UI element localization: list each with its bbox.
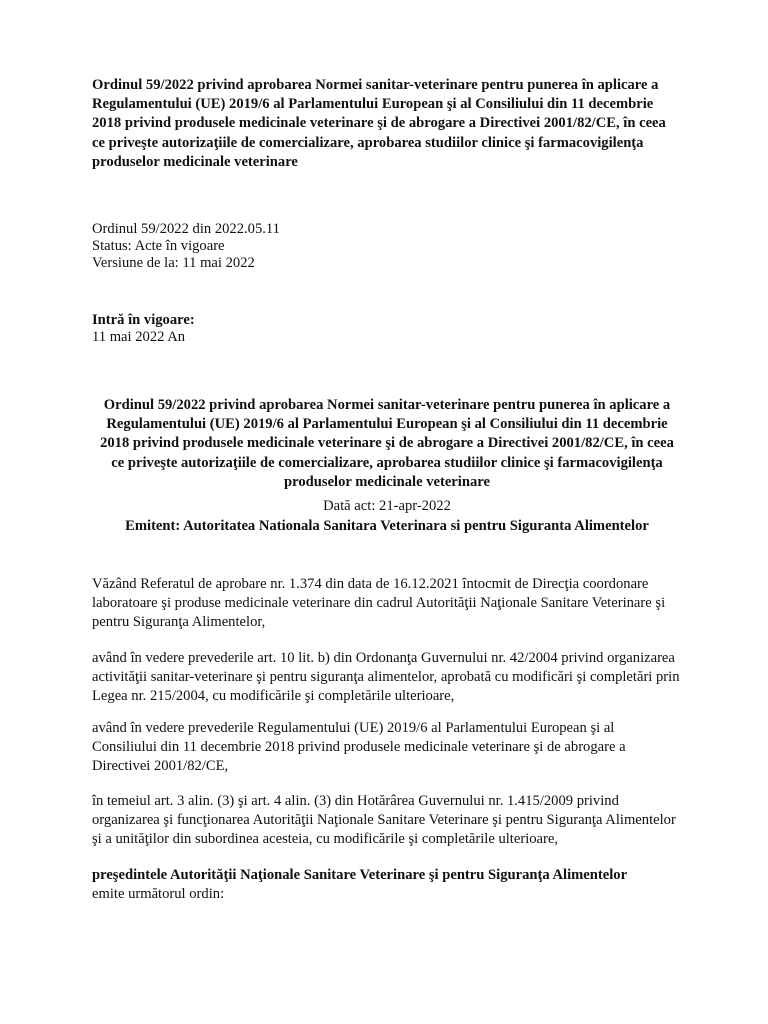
status-line: Status: Acte în vigoare bbox=[92, 238, 225, 254]
preamble-paragraph-ordonanta: având în vedere prevederile art. 10 lit. b) din Ordonanţa Guvernului nr. 42/2004 privind organizarea activităţii sanitar-veterinare şi pentru siguranţa alimentelor, aprobată cu modificări şi completări prin Legea nr. 215/2004, cu modificările şi completările ulterioare, bbox=[92, 650, 680, 705]
in-force-label: Intră în vigoare: bbox=[92, 312, 195, 328]
act-title-centered: Ordinul 59/2022 privind aprobarea Normei sanitar-veterinare pentru punerea în aplicare a Regulamentului (UE) 2019/6 al Parlamentului European şi al Consiliului din 11 decembrie 2018 privind produsele medicinale veterinare şi de abrogare a Directivei 2001/82/CE, în ceea ce priveşte autorizaţiile de comercializare, aprobarea studiilor clinice şi farmacovigilenţa produselor medicinale veterinare bbox=[100, 397, 674, 490]
preamble-paragraph-hotarare: în temeiul art. 3 alin. (3) şi art. 4 alin. (3) din Hotărârea Guvernului nr. 1.415/2009 privind organizarea şi funcţionarea Autorităţii Naţionale Sanitare Veterinare şi pentru Siguranţa Alimentelor şi a unităţilor din subordinea acesteia, cu modificările şi completările ulterioare, bbox=[92, 793, 676, 848]
preamble-paragraph-referat: Văzând Referatul de aprobare nr. 1.374 din data de 16.12.2021 întocmit de Direcţia coordonare laboratoare şi produse medicinale veterinare din cadrul Autorităţii Naţionale Sanitare Veterinare şi pentru Siguranţa Alimentelor, bbox=[92, 576, 666, 631]
document-meta bbox=[92, 221, 682, 272]
preamble-paragraph-regulament: având în vedere prevederile Regulamentului (UE) 2019/6 al Parlamentului European şi al Consiliului din 11 decembrie 2018 privind produsele medicinale veterinare şi de abrogare a Directivei 2001/82/CE, bbox=[92, 720, 626, 775]
document-title: Ordinul 59/2022 privind aprobarea Normei sanitar-veterinare pentru punerea în aplicare a Regulamentului (UE) 2019/6 al Parlamentului European şi al Consiliului din 11 decembrie 2018 privind produsele medicinale veterinare şi de abrogare a Directivei 2001/82/CE, în ceea ce priveşte autorizaţiile de comercializare, aprobarea studiilor clinice şi farmacovigilenţa produselor medicinale veterinare bbox=[92, 77, 666, 170]
issuing-authority-paragraph bbox=[92, 866, 682, 904]
issues-order-text: emite următorul ordin: bbox=[92, 886, 225, 903]
order-number-date: Ordinul 59/2022 din 2022.05.11 bbox=[92, 221, 280, 237]
version-line: Versiune de la: 11 mai 2022 bbox=[92, 255, 255, 271]
act-date: Dată act: 21-apr-2022 bbox=[323, 498, 451, 514]
in-force-section bbox=[92, 312, 682, 346]
issuer-line: Emitent: Autoritatea Nationala Sanitara Veterinara si pentru Siguranta Alimentelor bbox=[125, 518, 649, 534]
in-force-value: 11 mai 2022 An bbox=[92, 329, 186, 345]
authority-president: preşedintele Autorităţii Naţionale Sanitare Veterinare şi pentru Siguranţa Alimentelor bbox=[92, 867, 628, 883]
